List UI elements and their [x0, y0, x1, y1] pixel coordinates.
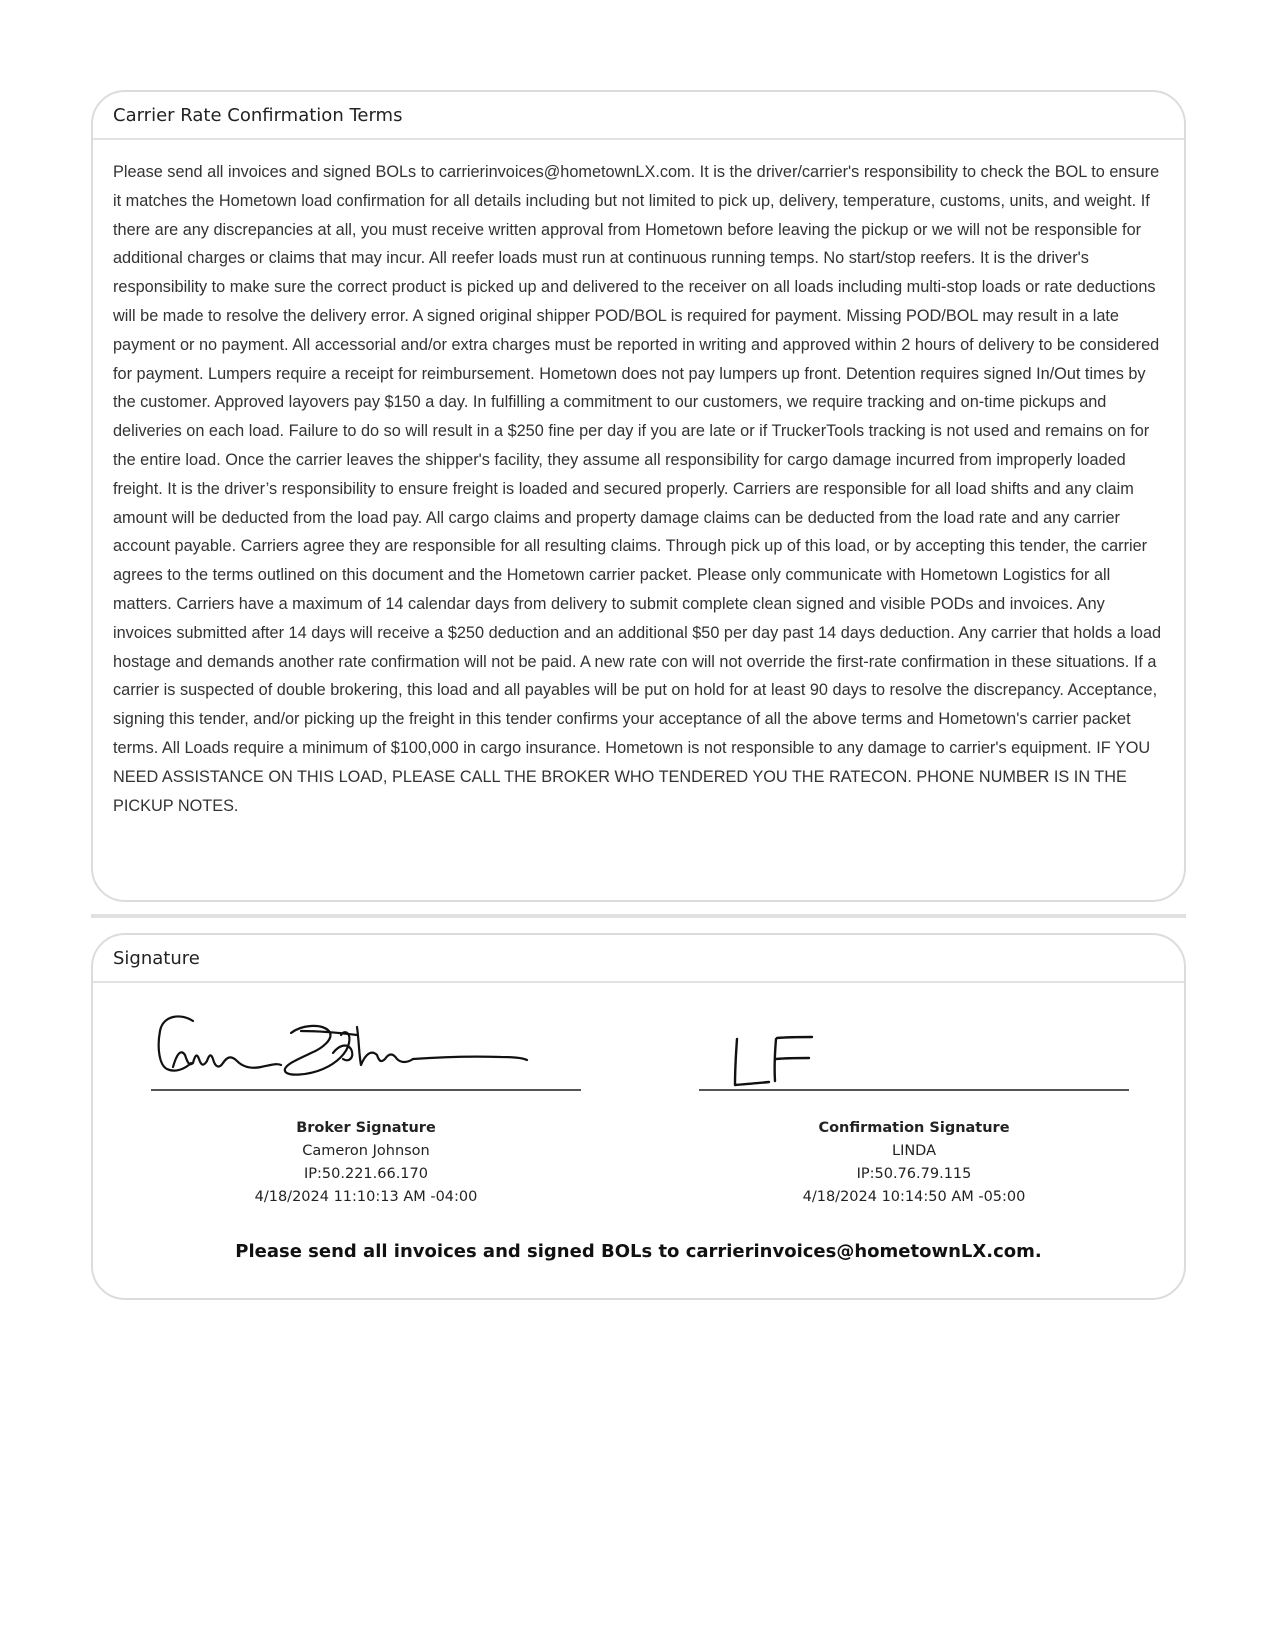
confirmation-handwritten-signature: [699, 983, 1129, 1089]
broker-signature-label: Broker Signature: [296, 1120, 436, 1136]
broker-handwritten-signature: [151, 983, 581, 1089]
broker-signature-details: [151, 1117, 581, 1209]
confirmation-timestamp: 4/18/2024 10:14:50 AM -05:00: [802, 1189, 1026, 1205]
broker-signature-block: [151, 983, 581, 1209]
terms-header: [93, 92, 1184, 140]
invoice-instructions: Please send all invoices and signed BOLs to carrierinvoices@hometownLX.com.: [235, 1241, 1042, 1262]
terms-body: Please send all invoices and signed BOLs to carrierinvoices@hometownLX.com. It is the driver/carrier's responsibility to check the BOL to ensure it matches the Hometown load confirmation for all details including but not limited to pick up, delivery, temperature, customs, units, and weight. If there are any discrepancies at all, you must receive written approval from Hometown before leaving the pickup or we will not be responsible for additional charges or claims that may incur. All reefer loads must run at continuous running temps. No start/stop reefers. It is the driver's responsibility to make sure the correct product is picked up and delivered to the receiver on all loads including multi-stop loads or rate deductions will be made to resolve the delivery error. A signed original shipper POD/BOL is required for payment. Missing POD/BOL may result in a late payment or no payment. All accessorial and/or extra charges must be reported in writing and approved within 2 hours of delivery to be considered for payment. Lumpers require a receipt for reimbursement. Hometown does not pay lumpers up front. Detention requires signed In/Out times by the customer. Approved layovers pay $150 a day. In fulfilling a commitment to our customers, we require tracking and on-time pickups and deliveries on each load. Failure to do so will result in a $250 fine per day if you are late or if TruckerTools tracking is not used and remains on for the entire load. Once the carrier leaves the shipper's facility, they assume all responsibility for cargo damage incurred from improperly loaded freight. It is the driver’s responsibility to ensure freight is loaded and secured properly. Carriers are responsible for all load shifts and any claim amount will be deducted from the load pay. All cargo claims and property damage claims can be deducted from the load rate and any carrier account payable. Carriers agree they are responsible for all resulting claims. Through pick up of this load, or by accepting this tender, the carrier agrees to the terms outlined on this document and the Hometown carrier packet. Please only communicate with Hometown Logistics for all matters. Carriers have a maximum of 14 calendar days from delivery to submit complete clean signed and visible PODs and invoices. Any invoices submitted after 14 days will receive a $250 deduction and an additional $50 per day past 14 days deduction. Any carrier that holds a load hostage and demands another rate confirmation will not be paid. A new rate con will not override the first-rate confirmation in these situations. If a carrier is suspected of double brokering, this load and all payables will be put on hold for at least 90 days to resolve the discrepancy. Acceptance, signing this tender, and/or picking up the freight in this tender confirms your acceptance of all the above terms and Hometown's carrier packet terms. All Loads require a minimum of $100,000 in cargo insurance. Hometown is not responsible to any damage to carrier's equipment. IF YOU NEED ASSISTANCE ON THIS LOAD, PLEASE CALL THE BROKER WHO TENDERED YOU THE RATECON. PHONE NUMBER IS IN THE PICKUP NOTES.: [113, 163, 1162, 815]
signature-header: [93, 935, 1184, 983]
terms-title: Carrier Rate Confirmation Terms: [113, 104, 403, 126]
confirmation-signature-block: [699, 983, 1129, 1209]
section-divider: [91, 914, 1186, 918]
confirmation-signature-label: Confirmation Signature: [818, 1120, 1010, 1136]
broker-timestamp: 4/18/2024 11:10:13 AM -04:00: [254, 1189, 478, 1205]
confirmation-signature-line: [699, 1089, 1129, 1091]
terms-card: [91, 90, 1186, 902]
confirmation-name: LINDA: [891, 1143, 937, 1159]
broker-signature-line: [151, 1089, 581, 1091]
signature-title: Signature: [113, 947, 200, 969]
broker-ip: IP:50.221.66.170: [304, 1166, 428, 1182]
signature-card: [91, 933, 1186, 1300]
confirmation-signature-details: [699, 1117, 1129, 1209]
confirmation-ip: IP:50.76.79.115: [856, 1166, 972, 1182]
broker-name: Cameron Johnson: [302, 1143, 430, 1159]
